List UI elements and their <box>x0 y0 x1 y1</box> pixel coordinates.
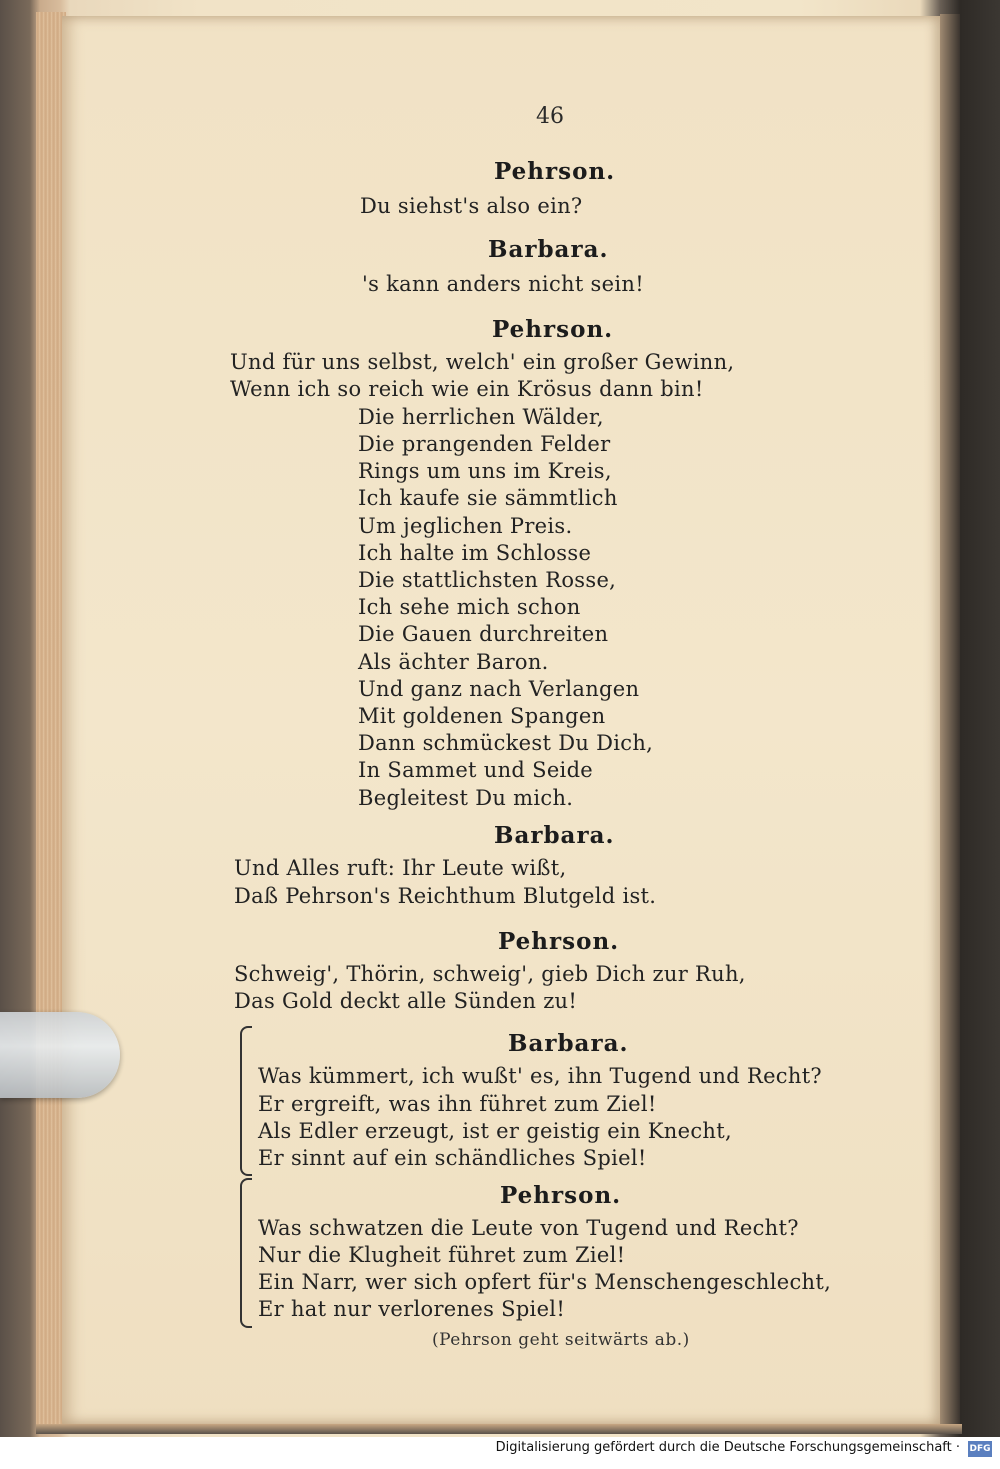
verse-line: Rings um uns im Kreis, <box>358 459 612 483</box>
verse-line: Er sinnt auf ein schändliches Spiel! <box>258 1146 647 1170</box>
verse-line: Und Alles ruft: Ihr Leute wißt, <box>234 856 567 880</box>
verse-line: Daß Pehrson's Reichthum Blutgeld ist. <box>234 884 657 908</box>
verse-line: Begleitest Du mich. <box>358 786 574 810</box>
verse-line: Die herrlichen Wälder, <box>358 405 604 429</box>
verse-line: Und ganz nach Verlangen <box>358 677 640 701</box>
footer-credit: Digitalisierung gefördert durch die Deutsche Forschungsgemeinschaft · <box>495 1440 960 1455</box>
stage-direction: (Pehrson geht seitwärts ab.) <box>432 1330 690 1350</box>
verse-line: Die stattlichsten Rosse, <box>358 568 617 592</box>
speaker-name: Pehrson. <box>498 928 620 955</box>
verse-line: Wenn ich so reich wie ein Krösus dann bin! <box>230 377 704 401</box>
verse-line: Ich sehe mich schon <box>358 595 581 619</box>
verse-line: Die Gauen durchreiten <box>358 622 609 646</box>
book-right-edge <box>940 14 960 1426</box>
verse-line: Mit goldenen Spangen <box>358 704 606 728</box>
verse-line: Das Gold deckt alle Sünden zu! <box>234 989 578 1013</box>
verse-line: Als Edler erzeugt, ist er geistig ein Knecht, <box>258 1119 732 1143</box>
verse-line: Was kümmert, ich wußt' es, ihn Tugend und Recht? <box>258 1064 822 1088</box>
page-number: 46 <box>536 104 564 129</box>
verse-line: Du siehst's also ein? <box>360 194 583 218</box>
verse-line: Ich halte im Schlosse <box>358 541 592 565</box>
verse-line: Als ächter Baron. <box>358 650 549 674</box>
speaker-name: Barbara. <box>508 1030 629 1057</box>
dfg-logo: DFG <box>968 1441 992 1457</box>
duet-brace <box>240 1026 252 1176</box>
verse-line: Die prangenden Felder <box>358 432 611 456</box>
verse-line: Ein Narr, wer sich opfert für's Menschengeschlecht, <box>258 1270 832 1294</box>
verse-line: 's kann anders nicht sein! <box>362 272 644 296</box>
verse-line: Er ergreift, was ihn führet zum Ziel! <box>258 1092 657 1116</box>
verse-line: In Sammet und Seide <box>358 758 594 782</box>
verse-line: Dann schmückest Du Dich, <box>358 731 654 755</box>
speaker-name: Pehrson. <box>500 1182 622 1209</box>
verse-line: Was schwatzen die Leute von Tugend und Recht? <box>258 1216 799 1240</box>
speaker-name: Pehrson. <box>492 316 614 343</box>
speaker-name: Barbara. <box>488 236 609 263</box>
verse-line: Um jeglichen Preis. <box>358 514 573 538</box>
verse-line: Er hat nur verlorenes Spiel! <box>258 1297 566 1321</box>
speaker-name: Barbara. <box>494 822 615 849</box>
verse-line: Und für uns selbst, welch' ein großer Gewinn, <box>230 350 735 374</box>
verse-line: Nur die Klugheit führet zum Ziel! <box>258 1243 626 1267</box>
page-clip <box>0 1012 120 1098</box>
book-bottom-edge <box>36 1424 962 1434</box>
speaker-name: Pehrson. <box>494 158 616 185</box>
verse-line: Ich kaufe sie sämmtlich <box>358 486 618 510</box>
verse-line: Schweig', Thörin, schweig', gieb Dich zur Ruh, <box>234 962 746 986</box>
duet-brace <box>240 1178 252 1328</box>
